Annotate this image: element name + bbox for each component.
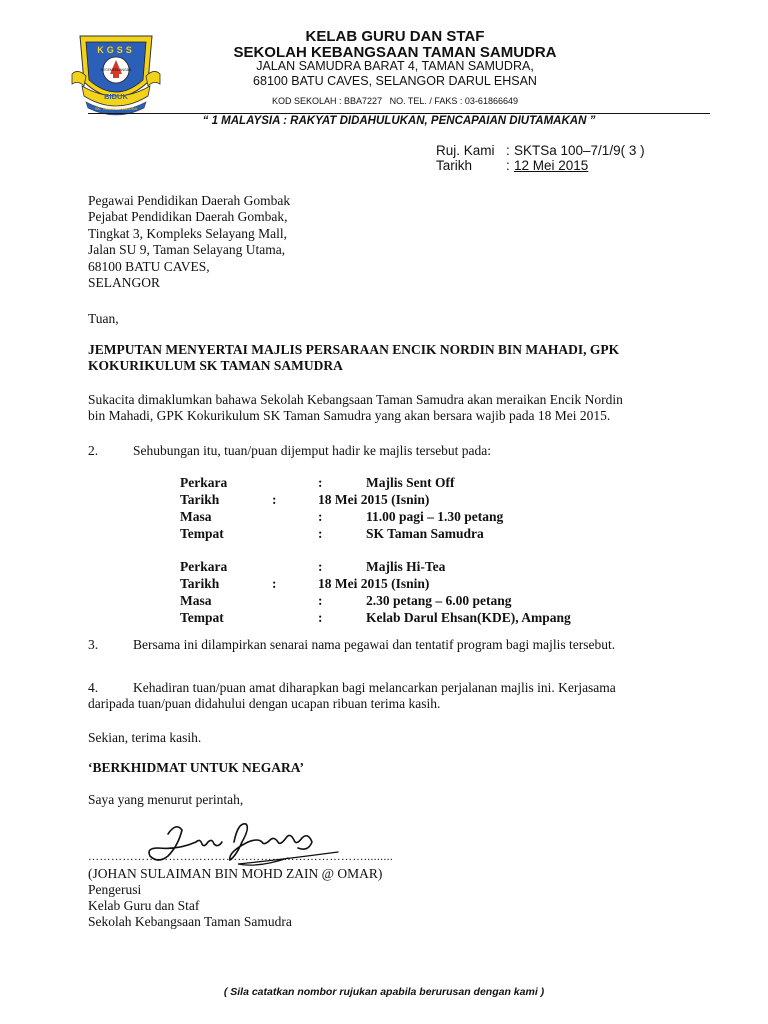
event-value: Majlis Sent Off	[366, 475, 455, 490]
event-label: Tempat	[180, 526, 224, 541]
handwritten-signature	[138, 812, 348, 872]
event-colon: :	[318, 526, 323, 541]
signatory-org: Kelab Guru dan Staf	[88, 898, 200, 913]
closing: Sekian, terima kasih.	[88, 730, 202, 745]
paragraph-2-number: 2.	[88, 443, 99, 458]
event-value: Majlis Hi-Tea	[366, 559, 446, 574]
paragraph-4-number: 4.	[88, 680, 99, 695]
reference-value: SKTSa 100–7/1/9( 3 )	[514, 143, 645, 158]
recipient-line: Jalan SU 9, Taman Selayang Utama,	[88, 242, 286, 258]
event-label: Tarikh	[180, 576, 220, 591]
reference-colon: :	[506, 143, 510, 158]
svg-text:KGSS: KGSS	[97, 45, 135, 55]
event-value: SK Taman Samudra	[366, 526, 484, 541]
signatory-position: Pengerusi	[88, 882, 142, 897]
event-colon: :	[318, 610, 323, 625]
event-value: 18 Mei 2015 (Isnin)	[318, 576, 430, 591]
reference-number	[436, 143, 696, 159]
subject-line: KOKURIKULUM SK TAMAN SAMUDRA	[88, 358, 343, 374]
paragraph-4-line1: Kehadiran tuan/puan amat diharapkan bagi melancarkan perjalanan majlis ini. Kerjasama	[133, 680, 616, 695]
reference-date	[436, 158, 696, 174]
recipient-line: SELANGOR	[88, 274, 161, 290]
date-label: Tarikh	[436, 158, 473, 173]
event-label: Tarikh	[180, 492, 220, 507]
paragraph-line: bin Mahadi, GPK Kokurikulum SK Taman Samudra yang akan bersara wajib pada 18 Mei 2015.	[88, 408, 611, 424]
recipient-line: Pejabat Pendidikan Daerah Gombak,	[88, 209, 288, 225]
svg-text:KECEMERLANGAN: KECEMERLANGAN	[100, 68, 132, 72]
event-colon: :	[318, 509, 323, 524]
signature-line: ……………………………………………………………….........	[88, 851, 394, 863]
event-value: 2.30 petang – 6.00 petang	[366, 593, 512, 608]
event-value: Kelab Darul Ehsan(KDE), Ampang	[366, 610, 571, 625]
org-name: KELAB GURU DAN STAF	[305, 28, 485, 45]
svg-text:SK. TAMAN SAMUDRA: SK. TAMAN SAMUDRA	[94, 106, 138, 111]
event-label: Perkara	[180, 559, 228, 574]
paragraph-3-text: Bersama ini dilampirkan senarai nama pegawai dan tentatif program bagi majlis tersebut.	[133, 637, 616, 652]
paragraph-line: Sukacita dimaklumkan bahawa Sekolah Kebangsaan Taman Samudra akan meraikan Encik Nordin	[88, 392, 623, 407]
date-colon: :	[506, 158, 510, 173]
recipient-address	[88, 193, 290, 291]
motto: “ 1 MALAYSIA : RAKYAT DIDAHULUKAN, PENCAPAIAN DIUTAMAKAN ”	[202, 115, 596, 127]
salutation: Tuan,	[88, 311, 119, 326]
event-colon: :	[272, 576, 277, 591]
event-label: Tempat	[180, 610, 224, 625]
event-colon: :	[318, 475, 323, 490]
school-codes: KOD SEKOLAH : BBA7227 NO. TEL. / FAKS : 03-61866649	[272, 96, 518, 106]
paragraph-4-line2: daripada tuan/puan didahului dengan ucapan ribuan terima kasih.	[88, 696, 441, 711]
paragraph-1	[88, 392, 623, 425]
date-value: 12 Mei 2015	[514, 158, 589, 173]
event-label: Perkara	[180, 475, 228, 490]
event-colon: :	[318, 593, 323, 608]
yours-faithfully: Saya yang menurut perintah,	[88, 792, 244, 807]
subject-line: JEMPUTAN MENYERTAI MAJLIS PERSARAAN ENCIK NORDIN BIN MAHADI, GPK	[88, 342, 620, 357]
slogan: ‘BERKHIDMAT UNTUK NEGARA’	[88, 760, 305, 775]
school-address-line2: 68100 BATU CAVES, SELANGOR DARUL EHSAN	[253, 74, 537, 88]
event-colon: :	[318, 559, 323, 574]
signatory-name: (JOHAN SULAIMAN BIN MOHD ZAIN @ OMAR)	[88, 866, 383, 881]
recipient-line: 68100 BATU CAVES,	[88, 258, 210, 274]
footer-note: ( Sila catatkan nombor rujukan apabila berurusan dengan kami )	[223, 986, 545, 998]
school-name: SEKOLAH KEBANGSAAN TAMAN SAMUDRA	[233, 44, 557, 61]
recipient-line: Pegawai Pendidikan Daerah Gombak	[88, 193, 291, 208]
event-colon: :	[272, 492, 277, 507]
event-label: Masa	[180, 509, 212, 524]
letterhead-divider	[88, 113, 710, 114]
recipient-line: Tingkat 3, Kompleks Selayang Mall,	[88, 225, 287, 241]
svg-text:BIDUK: BIDUK	[104, 92, 128, 101]
subject-heading	[88, 342, 619, 375]
school-address-line1: JALAN SAMUDRA BARAT 4, TAMAN SAMUDRA,	[256, 59, 534, 73]
reference-label: Ruj. Kami	[436, 143, 495, 158]
event-value: 11.00 pagi – 1.30 petang	[366, 509, 504, 524]
event-value: 18 Mei 2015 (Isnin)	[318, 492, 430, 507]
school-crest-icon	[68, 26, 164, 118]
paragraph-2-text: Sehubungan itu, tuan/puan dijemput hadir ke majlis tersebut pada:	[133, 443, 492, 458]
event-label: Masa	[180, 593, 212, 608]
signatory-school: Sekolah Kebangsaan Taman Samudra	[88, 914, 292, 929]
paragraph-3-number: 3.	[88, 637, 99, 652]
